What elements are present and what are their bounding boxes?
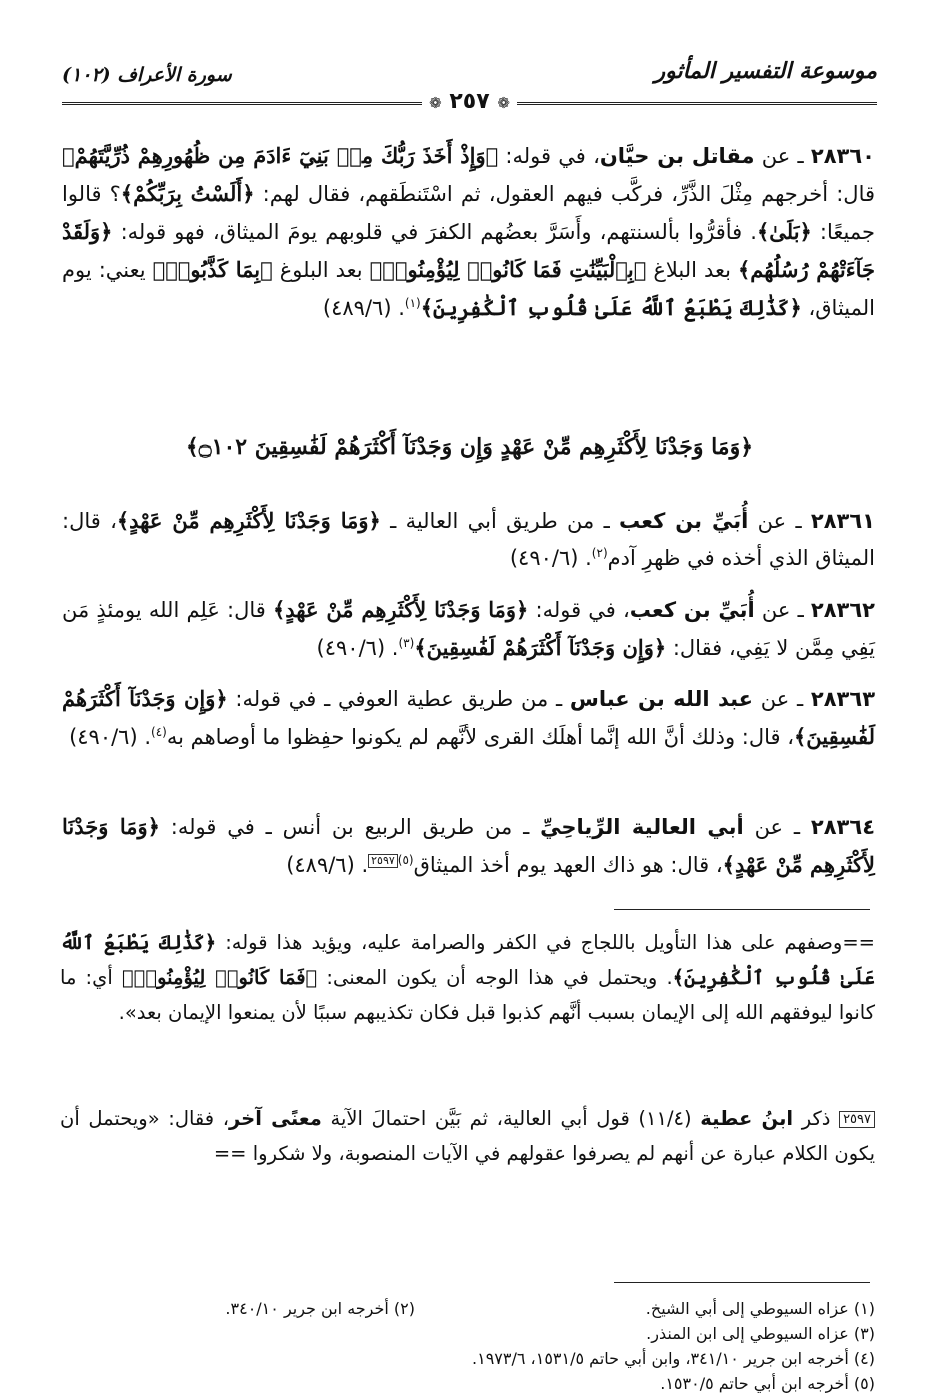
- text-run: ـ من طريق عطية العوفي ـ في قوله:: [227, 687, 570, 711]
- text-run: ـ عن: [748, 509, 811, 533]
- quran-quote: ﴿وَإِن وَجَدْنَآ أَكْثَرَهُمْ لَفَٰسِقِينَ﴾: [414, 635, 667, 660]
- narrator-name: مقاتل بن حيَّان: [599, 144, 755, 168]
- text-run: ـ عن: [754, 598, 811, 622]
- text-run: ذكر: [793, 1107, 840, 1130]
- entry-number: ٢٨٣٦٢: [810, 598, 875, 622]
- narrator-name: ابنُ عطية: [700, 1107, 794, 1130]
- text-run: ، قال: وذلك أنَّ الله إنَّما أهلَك القرى لأنَّهم لم يكونوا حفِظوا ما أوصاهم به: [166, 725, 794, 749]
- quran-quote: ﴿وَمَا وَجَدْنَا لِأَكْثَرِهِم مِّنْ عَهْدٍ﴾: [116, 508, 381, 533]
- quran-quote: ﴿أَلَسْتُ بِرَبِّكُمْ﴾: [120, 181, 255, 206]
- footnote-marker: (٥): [397, 853, 414, 867]
- narrator-name: معنًى آخر: [229, 1107, 322, 1130]
- quran-quote: ﴿وَإِن وَجَدْنَآ أَكْثَرَهُمْ لَفَٰسِقِينَ﴾: [62, 686, 875, 749]
- continuation-mark: ==: [842, 931, 875, 954]
- book-title: موسوعة التفسير المأثور: [654, 58, 877, 84]
- quran-quote: ﴿بَلَىٰ﴾: [756, 219, 812, 244]
- footnote-separator: [614, 909, 870, 910]
- text-run: ـ عن: [743, 815, 811, 839]
- quran-quote: ﴿وَلَقَدْ جَآءَتْهُمْ رُسُلُهُم﴾: [62, 219, 875, 282]
- entry-28360: [62, 137, 875, 327]
- footnote-5: (٥) أخرجه ابن أبي حاتم ١٥٣٠/٥.: [660, 1374, 875, 1393]
- footnote-marker: (١): [404, 296, 421, 310]
- quran-quote: ﴿بِٱلْبَيِّنَٰتِ فَمَا كَانُوا۟ لِيُؤْمِنُوا۟﴾: [369, 257, 647, 282]
- text-run: ، في قوله:: [528, 598, 630, 622]
- text-run: يعني: يوم الميثاق،: [62, 258, 875, 320]
- quran-quote: ﴿كَذَٰلِكَ يَطْبَعُ ٱللَّهُ عَلَىٰ قُلُوبِ ٱلْكَٰفِرِينَ﴾: [60, 931, 875, 989]
- continuation-end-mark: ==: [213, 1142, 253, 1165]
- entry-number: ٢٨٣٦٠: [810, 144, 875, 168]
- text-run: ـ من طريق الربيع بن أنس ـ في قوله:: [159, 815, 541, 839]
- volume-page-ref: . (٤٩٠/٦): [509, 546, 592, 570]
- text-run: ؟ قالوا جميعًا:: [62, 182, 875, 244]
- quran-verse-heading: ﴿وَمَا وَجَدْنَا لِأَكْثَرِهِم مِّنْ عَهْدٍ وَإِن وَجَدْنَآ أَكْثَرَهُمْ لَفَٰسِقِينَ ۝١٠٢﴾: [185, 434, 754, 460]
- quran-quote: ﴿بِمَا كَذَّبُوا۟﴾: [152, 257, 273, 282]
- narrator-name: عبد الله بن عباس: [569, 687, 754, 711]
- page-number: ٢٥٧: [449, 89, 490, 114]
- footnote-marker: (٤): [151, 725, 167, 739]
- quran-quote: ﴿وَإِذْ أَخَذَ رَبُّكَ مِنۢ بَنِيٓ ءَادَمَ مِن ظُهُورِهِمْ ذُرِّيَّتَهُمْ﴾: [62, 143, 499, 168]
- entry-28361: [62, 502, 875, 577]
- text-run: بعد البلوغ: [272, 258, 370, 282]
- text-run: قال: عَلِم الله يومئذٍ مَن يَفِي مِمَّن لا يَفِي، فقال:: [62, 598, 875, 660]
- entry-28363: [62, 680, 875, 756]
- ornament-icon: ❁: [429, 94, 442, 112]
- entry-28362: [62, 591, 875, 667]
- commentary-box-number: ٢٥٩٧: [839, 1111, 875, 1128]
- quran-quote: ﴿فَمَا كَانُوا۟ لِيُؤْمِنُوا۟﴾: [121, 966, 318, 989]
- footnotes: [62, 1296, 875, 1396]
- volume-page-ref: . (٤٨٩/٦): [286, 853, 369, 877]
- text-run: . ويحتمل في هذا الوجه أن يكون المعنى:: [317, 966, 673, 989]
- text-run: . فأقرُّوا بألسنتهم، وأَسَرَّ بعضُهم الكفرَ في قلوبهم يومَ الميثاق، فهو قوله:: [112, 220, 757, 244]
- text-run: قال: أخرجهم مِثْلَ الذَّرِّ، فركَّب فيهم العقول، ثم اسْتَنطَقهم، فقال لهم:: [254, 182, 876, 206]
- entry-28364: [62, 808, 875, 884]
- footnote-marker: (٣): [398, 636, 415, 650]
- surah-label: سورة الأعراف (١٠٢): [62, 64, 232, 86]
- commentary-continued: [60, 925, 875, 1030]
- footnote-separator: [614, 1282, 870, 1283]
- footnote-1: (١) عزاه السيوطي إلى أبي الشيخ.: [645, 1299, 875, 1318]
- text-run: ـ من طريق أبي العالية ـ: [380, 509, 620, 533]
- entry-number: ٢٨٣٦١: [810, 509, 875, 533]
- commentary-box-ref: ٢٥٩٧: [368, 854, 398, 868]
- text-run: ، فقال: «ويحتمل أن يكون الكلام عبارة عن أنهم لم يصرفوا عقولهم في الآيات المنصوبة، ولا شكروا: [60, 1107, 875, 1165]
- footnote-3: (٣) عزاه السيوطي إلى ابن المنذر.: [646, 1324, 875, 1343]
- text-run: (١١/٤) قول أبي العالية، ثم بَيَّن احتمالَ الآية: [321, 1107, 701, 1130]
- quran-quote: ﴿كَذَٰلِكَ يَطْبَعُ ٱللَّهُ عَلَىٰ قُلُوبِ ٱلْكَٰفِرِينَ﴾: [420, 295, 802, 320]
- text-run: ، قال: الميثاق الذي أخذه في ظهرِ آدم: [62, 509, 875, 570]
- quran-quote: ﴿وَمَا وَجَدْنَا لِأَكْثَرِهِم مِّنْ عَهْدٍ﴾: [272, 597, 529, 622]
- text-run: ـ عن: [754, 144, 811, 168]
- text-run: ، قال: هو ذاك العهد يوم أخذ الميثاق: [413, 853, 723, 877]
- text-run: ـ عن: [753, 687, 811, 711]
- page-number-block: [62, 90, 877, 114]
- footnote-marker: (٢): [591, 546, 608, 560]
- ornament-icon: ❁: [497, 94, 510, 112]
- text-run: ، في قوله:: [498, 144, 600, 168]
- text-run: وصفهم على هذا التأويل باللجاج في الكفر والصرامة عليه، ويؤيد هذا قوله:: [216, 931, 843, 954]
- footnote-4: (٤) أخرجه ابن جرير ٣٤١/١٠، وابن أبي حاتم ١٥٣١/٥، ١٩٧٣/٦.: [472, 1349, 875, 1368]
- commentary-2597: [60, 1101, 875, 1171]
- text-run: أي: ما كانوا ليوفقهم الله إلى الإيمان بسبب أنَّهم كذبوا قبل فكان تكذيبهم سببًا لأن يمنعوا الإيمان بعد».: [60, 966, 875, 1024]
- narrator-name: أُبَيِّ بن كعب: [629, 598, 755, 622]
- volume-page-ref: . (٤٩٠/٦): [316, 636, 399, 660]
- entry-number: ٢٨٣٦٣: [810, 687, 876, 711]
- volume-page-ref: . (٤٨٩/٦): [322, 296, 405, 320]
- quran-quote: ﴿وَمَا وَجَدْنَا لِأَكْثَرِهِم مِّنْ عَهْدٍ﴾: [62, 814, 875, 877]
- narrator-name: أُبَيِّ بن كعب: [619, 509, 749, 533]
- text-run: بعد البلاغ: [646, 258, 738, 282]
- narrator-name: أبي العالية الرِّياحِيِّ: [540, 815, 744, 839]
- footnote-2: (٢) أخرجه ابن جرير ٣٤٠/١٠.: [225, 1299, 415, 1318]
- page-header: [62, 56, 877, 112]
- entry-number: ٢٨٣٦٤: [810, 815, 876, 839]
- volume-page-ref: . (٤٩٠/٦): [69, 725, 152, 749]
